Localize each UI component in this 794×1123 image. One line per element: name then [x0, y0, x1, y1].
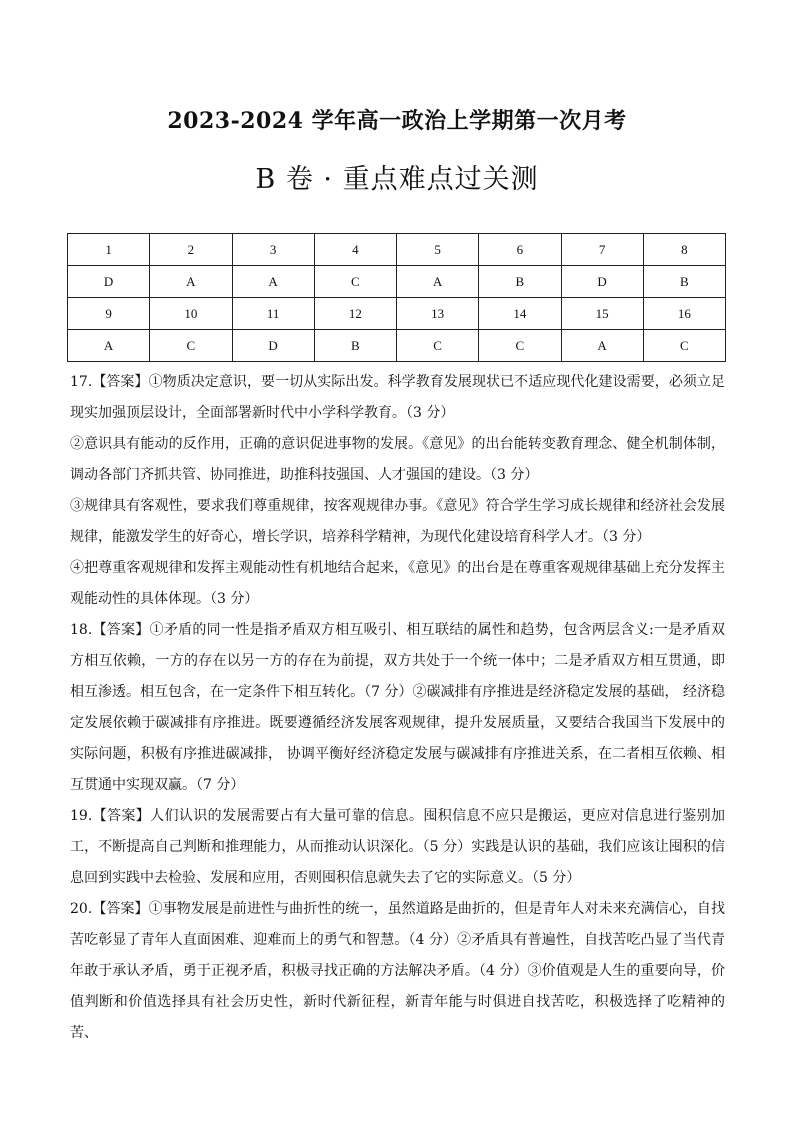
- table-cell: 15: [561, 298, 643, 330]
- table-cell: A: [232, 266, 314, 298]
- table-cell: 3: [232, 234, 314, 266]
- table-cell: C: [643, 330, 725, 362]
- table-row: [68, 234, 726, 266]
- answer-body: [70, 367, 725, 1049]
- table-cell: 2: [150, 234, 232, 266]
- table-cell: A: [397, 266, 479, 298]
- document-title: 2023-2024 学年高一政治上学期第一次月考: [167, 108, 627, 134]
- table-cell: 7: [561, 234, 643, 266]
- table-cell: 8: [643, 234, 725, 266]
- table-cell: 6: [479, 234, 561, 266]
- table-cell: D: [561, 266, 643, 298]
- table-cell: 16: [643, 298, 725, 330]
- document-subtitle: B 卷 · 重点难点过关测: [255, 164, 539, 195]
- answer-18: 18.【答案】①矛盾的同一性是指矛盾双方相互吸引、相互联结的属性和趋势，包含两层含义:一是矛盾双方相互依赖，一方的存在以另一方的存在为前提，双方共处于一个统一体中；二是矛盾双方相互贯通，即相互渗透。相互包含，在一定条件下相互转化。（7 分）②碳减排有序推进是经济稳定发展的基础， 经济稳定发展依赖于碳减排有序推进。既要遵循经济发展客观规律，提升发展质量，又要结合我国当下发展中的实际问题，积极有序推进碳减排， 协调平衡好经济稳定发展与碳减排有序推进关系，在二者相互依赖、相互贯通中实现双赢。（7 分）: [70, 622, 725, 793]
- answer-17-point-3: ③规律具有客观性，要求我们尊重规律，按客观规律办事。《意见》符合学生学习成长规律和经济社会发展规律，能激发学生的好奇心，增长学识，培养科学精神，为现代化建设培育科学人才。（3 分）: [70, 498, 725, 545]
- table-cell: B: [479, 266, 561, 298]
- table-cell: A: [561, 330, 643, 362]
- table-row: [68, 330, 726, 362]
- table-cell: A: [150, 266, 232, 298]
- table-cell: 4: [314, 234, 396, 266]
- table-cell: 11: [232, 298, 314, 330]
- table-cell: C: [150, 330, 232, 362]
- table-cell: 9: [68, 298, 150, 330]
- answer-19: 19.【答案】人们认识的发展需要占有大量可靠的信息。囤积信息不应只是搬运，更应对信息进行鉴别加工，不断提高自己判断和推理能力，从而推动认识深化。（5 分）实践是认识的基础，我们应该让囤积的信息回到实践中去检验、发展和应用，否则囤积信息就失去了它的实际意义。（5 分）: [70, 808, 725, 886]
- table-cell: D: [68, 266, 150, 298]
- answer-17-point-4: ④把尊重客观规律和发挥主观能动性有机地结合起来，《意见》的出台是在尊重客观规律基础上充分发挥主观能动性的具体体现。（3 分）: [70, 560, 725, 607]
- answer-17-point-1: 17.【答案】①物质决定意识，要一切从实际出发。科学教育发展现状已不适应现代化建设需要，必须立足现实加强顶层设计，全面部署新时代中小学科学教育。（3 分）: [70, 374, 725, 421]
- table-cell: 14: [479, 298, 561, 330]
- table-row: [68, 266, 726, 298]
- table-cell: 12: [314, 298, 396, 330]
- table-cell: 5: [397, 234, 479, 266]
- table-cell: A: [68, 330, 150, 362]
- answer-17-point-2: ②意识具有能动的反作用，正确的意识促进事物的发展。《意见》的出台能转变教育理念、健全机制体制，调动各部门齐抓共管、协同推进，助推科技强国、人才强国的建设。（3 分）: [70, 436, 725, 483]
- table-cell: B: [314, 330, 396, 362]
- answer-20: 20.【答案】①事物发展是前进性与曲折性的统一，虽然道路是曲折的，但是青年人对未来充满信心，自找苦吃彰显了青年人直面困难、迎难而上的勇气和智慧。（4 分）②矛盾具有普遍性，自找苦吃凸显了当代青年敢于承认矛盾，勇于正视矛盾，积极寻找正确的方法解决矛盾。（4 分）③价值观是人生的重要向导，价值判断和价值选择具有社会历史性，新时代新征程，新青年能与时俱进自找苦吃，积极选择了吃精神的苦、: [70, 901, 725, 1041]
- table-cell: D: [232, 330, 314, 362]
- table-cell: C: [397, 330, 479, 362]
- table-row: [68, 298, 726, 330]
- answer-table: [67, 233, 726, 362]
- table-cell: 13: [397, 298, 479, 330]
- table-cell: B: [643, 266, 725, 298]
- table-cell: 10: [150, 298, 232, 330]
- table-cell: C: [479, 330, 561, 362]
- table-cell: 1: [68, 234, 150, 266]
- table-cell: C: [314, 266, 396, 298]
